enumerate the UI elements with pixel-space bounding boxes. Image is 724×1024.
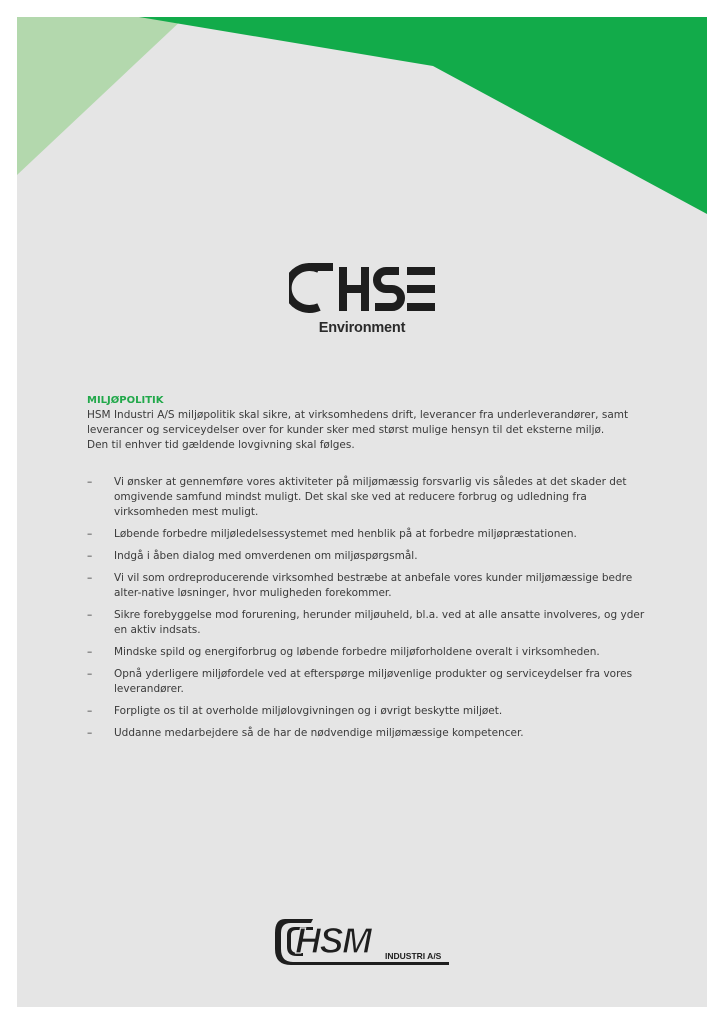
list-item <box>87 667 647 697</box>
intro-paragraph: HSM Industri A/S miljøpolitik skal sikre, at virksomhedens drift, leverancer fra underleverandører, samt leverancer og serviceydelser over for kunder sker med størst mulige hensyn til det eksterne miljø. <box>87 409 629 436</box>
bullet-dash: – <box>87 705 93 717</box>
list-item-text: Indgå i åben dialog med omverdenen om miljøspørgsmål. <box>114 550 418 562</box>
qhse-logo-q <box>289 267 333 309</box>
qhse-logo <box>289 263 435 315</box>
bullet-dash: – <box>87 646 93 658</box>
bullet-dash: – <box>87 668 93 680</box>
bullet-dash: – <box>87 550 93 562</box>
document-page <box>17 17 707 1007</box>
list-item-text: Opnå yderligere miljøfordele ved at efterspørge miljøvenlige produkter og serviceydelser fra vores leverandører. <box>114 668 633 695</box>
policy-intro <box>87 408 647 453</box>
policy-section <box>87 393 647 748</box>
bullet-dash: – <box>87 572 93 584</box>
list-item <box>87 726 647 741</box>
list-item <box>87 527 647 542</box>
list-item <box>87 549 647 564</box>
list-item <box>87 571 647 601</box>
list-item-text: Sikre forebyggelse mod forurening, herunder miljøuheld, bl.a. ved at alle ansatte involveres, og yder en aktiv indsats. <box>114 609 645 636</box>
hsm-logo-name: HSM <box>295 920 371 961</box>
light-green-shape <box>17 17 185 175</box>
bullet-dash: – <box>87 609 93 621</box>
policy-heading: MILJØPOLITIK <box>87 395 164 406</box>
qhse-logo-s <box>375 271 401 307</box>
hsm-industri-logo <box>273 915 453 967</box>
list-item-text: Vi vil som ordreproducerende virksomhed bestræbe at anbefale vores kunder miljømæssige bedre alter-native løsninger, hvor muligheden forekommer. <box>114 572 633 599</box>
list-item-text: Uddanne medarbejdere så de har de nødvendige miljømæssige kompetencer. <box>114 727 524 739</box>
list-item <box>87 704 647 719</box>
logo-subtitle: Environment <box>318 320 406 336</box>
list-item-text: Mindske spild og energiforbrug og løbende forbedre miljøforholdene overalt i virksomheden. <box>114 646 600 658</box>
list-item <box>87 475 647 520</box>
green-corner-decoration <box>17 17 707 227</box>
list-item-text: Løbende forbedre miljøledelsessystemet med henblik på at forbedre miljøpræstationen. <box>114 528 577 540</box>
hsm-logo-tagline: INDUSTRI A/S <box>385 951 442 961</box>
list-item <box>87 608 647 638</box>
list-item <box>87 645 647 660</box>
bullet-dash: – <box>87 476 93 488</box>
list-item-text: Forpligte os til at overholde miljølovgivningen og i øvrigt beskytte miljøet. <box>114 705 503 717</box>
bullet-dash: – <box>87 528 93 540</box>
intro-paragraph: Den til enhver tid gældende lovgivning skal følges. <box>87 439 355 451</box>
bullet-dash: – <box>87 727 93 739</box>
policy-list <box>87 475 647 741</box>
dark-green-shape <box>139 17 707 214</box>
list-item-text: Vi ønsker at gennemføre vores aktiviteter på miljømæssig forsvarlig vis således at det skader det omgivende samfund mindst muligt. Det skal ske ved at reducere forbrug og udledning fra virksomheden mest muligt. <box>114 476 627 518</box>
qhse-logo-e <box>407 267 435 311</box>
qhse-logo-h <box>339 267 369 311</box>
